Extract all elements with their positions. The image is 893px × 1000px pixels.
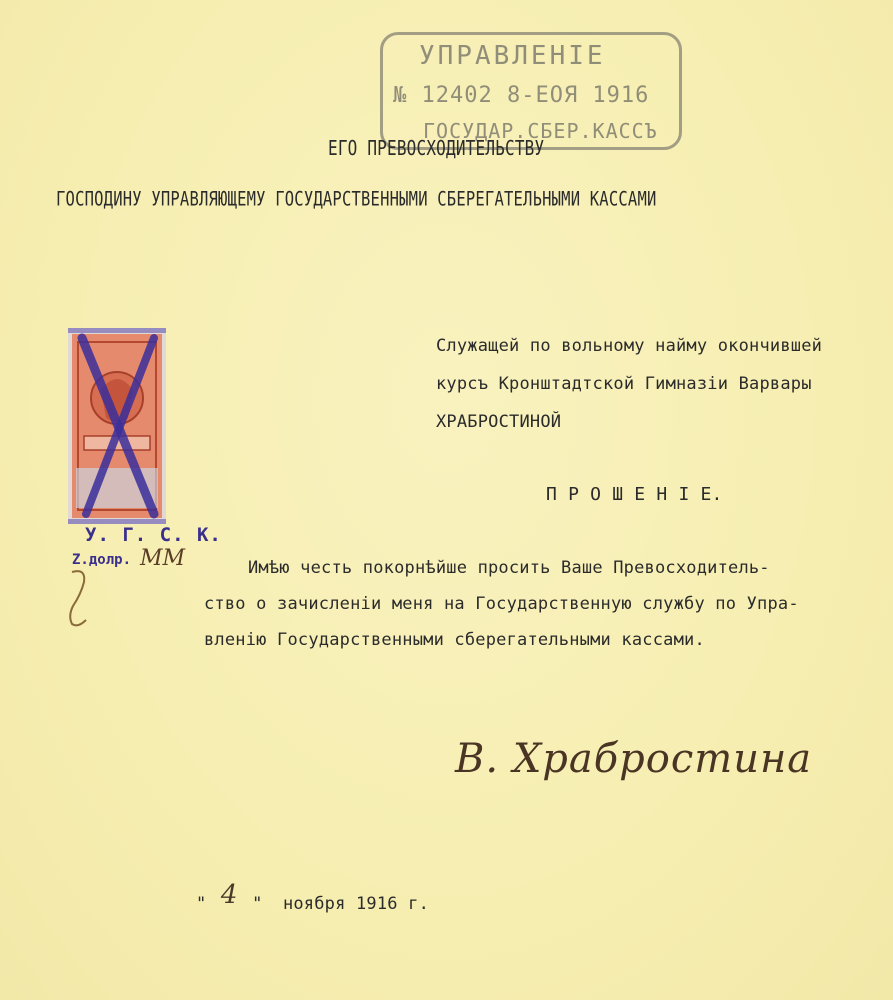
stamp-line-2: № 12402 8-ЕОЯ 1916 xyxy=(393,83,650,108)
body-line-3: вленiю Государственными сберегательными кассами. xyxy=(204,630,705,650)
registry-stamp xyxy=(380,32,682,150)
handwritten-initials: ММ xyxy=(140,546,186,571)
stamp-line-1: УПРАВЛЕНIЕ xyxy=(419,41,606,71)
signature: В. Храбростина xyxy=(455,736,813,782)
addressee-line-2: ГОСПОДИНУ УПРАВЛЯЮЩЕМУ ГОСУДАРСТВЕННЫМИ СБЕРЕГАТЕЛЬНЫМИ КАССАМИ xyxy=(56,188,657,211)
body-line-2: ство о зачисленiи меня на Государственную службу по Упра- xyxy=(204,594,799,614)
stamp-line-3: ГОСУДАР.СБЕР.КАССЪ xyxy=(423,119,658,143)
date-rest: ноября 1916 г. xyxy=(282,894,430,914)
revenue-stamp-image xyxy=(68,328,166,524)
petition-title: П Р О Ш Е Н I Е. xyxy=(546,484,723,505)
addressee-line-1: ЕГО ПРЕВОСХОДИТЕЛЬСТВУ xyxy=(328,136,545,160)
date-line xyxy=(196,880,430,916)
stamp-office-note: Z.долр. xyxy=(72,552,132,568)
sender-line-2: курсъ Кронштадтской Гимназiи Варвары xyxy=(436,374,812,394)
sender-line-1: Служащей по вольному найму окончившей xyxy=(436,336,823,356)
stamp-office-abbrev: У. Г. С. К. xyxy=(85,524,222,546)
body-line-1: Имѣю честь покорнѣйше просить Ваше Превосходитель- xyxy=(248,558,770,578)
date-day: 4 xyxy=(220,880,238,910)
date-close-quote: " xyxy=(252,894,263,914)
handwritten-mark xyxy=(64,566,94,630)
date-open-quote: " xyxy=(196,894,207,914)
sender-line-3: ХРАБРОСТИНОЙ xyxy=(436,412,562,432)
